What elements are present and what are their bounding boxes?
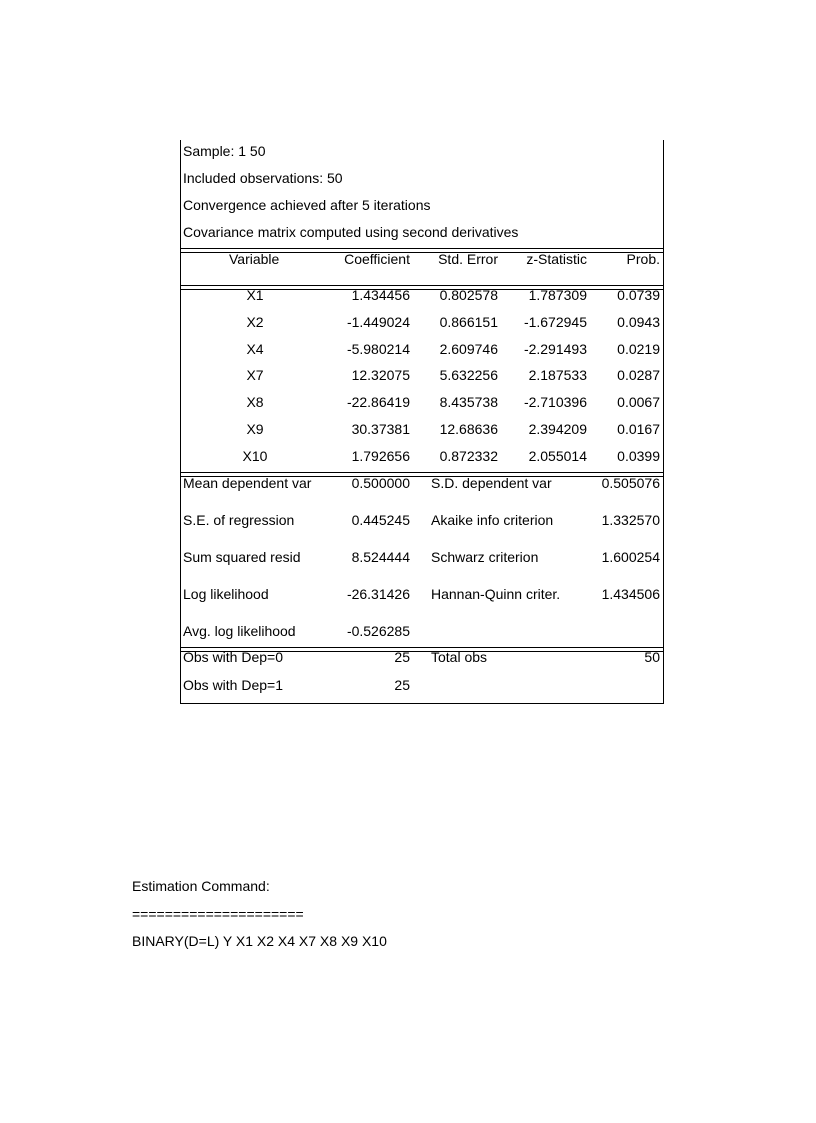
cell-coefficient: -22.86419 — [346, 394, 410, 411]
cell-prob: 0.0739 — [617, 287, 660, 303]
stat-value: 1.600254 — [601, 549, 660, 565]
cell-z-statistic: 2.187533 — [528, 367, 587, 384]
stat-label: Hannan-Quinn criter. — [431, 586, 561, 602]
estimation-output-table — [180, 140, 664, 704]
stat-label: Sum squared resid — [183, 549, 301, 565]
convergence-line: Convergence achieved after 5 iterations — [183, 197, 431, 213]
cell-z-statistic: -1.672945 — [523, 313, 587, 330]
cell-z-statistic: 1.787309 — [528, 287, 587, 303]
stat-value: -26.31426 — [346, 586, 410, 602]
cell-variable: X7 — [246, 367, 264, 384]
cell-prob: 0.0167 — [617, 421, 660, 437]
cell-variable: X9 — [246, 421, 264, 437]
stat-label: Akaike info criterion — [431, 512, 554, 528]
covariance-line: Covariance matrix computed using second derivatives — [183, 224, 519, 240]
column-header-variable: Variable — [229, 251, 280, 267]
cell-std-error: 0.866151 — [439, 313, 498, 330]
column-header-coefficient: Coefficient — [344, 251, 410, 267]
cell-prob: 0.0943 — [617, 313, 660, 330]
cell-coefficient: 30.37381 — [351, 421, 410, 437]
stat-value: 1.332570 — [601, 512, 660, 528]
cell-variable: X10 — [242, 447, 268, 464]
obs-label: Total obs — [431, 649, 488, 665]
stat-value: 0.505076 — [601, 475, 660, 491]
stat-value: -0.526285 — [346, 623, 410, 639]
estimation-command-label: Estimation Command: — [132, 878, 270, 894]
cell-coefficient: 1.434456 — [351, 287, 410, 303]
cell-z-statistic: -2.291493 — [523, 340, 587, 357]
cell-variable: X2 — [246, 313, 264, 330]
cell-prob: 0.0067 — [617, 394, 660, 411]
cell-prob: 0.0399 — [617, 447, 660, 464]
cell-prob: 0.0219 — [617, 340, 660, 357]
stat-label: S.E. of regression — [183, 512, 295, 528]
cell-z-statistic: 2.394209 — [528, 421, 587, 437]
obs-label: Obs with Dep=0 — [183, 649, 283, 665]
included-observations-line: Included observations: 50 — [183, 170, 343, 186]
sample-line: Sample: 1 50 — [183, 143, 266, 159]
cell-std-error: 0.872332 — [439, 447, 498, 464]
cell-variable: X4 — [246, 340, 264, 357]
obs-value: 25 — [394, 677, 410, 693]
cell-coefficient: -1.449024 — [346, 313, 410, 330]
cell-coefficient: 1.792656 — [351, 447, 410, 464]
cell-prob: 0.0287 — [617, 367, 660, 384]
cell-std-error: 8.435738 — [439, 394, 498, 411]
column-header-prob: Prob. — [626, 251, 660, 267]
cell-std-error: 2.609746 — [439, 340, 498, 357]
stat-value: 1.434506 — [601, 586, 660, 602]
cell-z-statistic: -2.710396 — [523, 394, 587, 411]
obs-value: 25 — [394, 649, 410, 665]
cell-z-statistic: 2.055014 — [528, 447, 587, 464]
stat-label: Avg. log likelihood — [183, 623, 296, 639]
stat-value: 0.445245 — [351, 512, 410, 528]
cell-variable: X8 — [246, 394, 264, 411]
estimation-command-text: BINARY(D=L) Y X1 X2 X4 X7 X8 X9 X10 — [132, 933, 387, 949]
stat-value: 0.500000 — [351, 475, 410, 491]
cell-std-error: 5.632256 — [439, 367, 498, 384]
column-header-std-error: Std. Error — [438, 251, 498, 267]
column-header-z-statistic: z-Statistic — [526, 251, 587, 267]
obs-value: 50 — [644, 649, 660, 665]
stat-label: Schwarz criterion — [431, 549, 539, 565]
stat-label: S.D. dependent var — [431, 475, 552, 491]
cell-coefficient: 12.32075 — [351, 367, 410, 384]
estimation-command-block — [132, 876, 387, 959]
command-separator: ===================== — [132, 905, 304, 922]
cell-std-error: 12.68636 — [439, 421, 498, 437]
cell-variable: X1 — [246, 287, 264, 303]
stat-label: Log likelihood — [183, 586, 269, 602]
cell-coefficient: -5.980214 — [346, 340, 410, 357]
obs-label: Obs with Dep=1 — [183, 677, 283, 693]
stat-label: Mean dependent var — [183, 475, 312, 491]
cell-std-error: 0.802578 — [439, 287, 498, 303]
stat-value: 8.524444 — [351, 549, 410, 565]
